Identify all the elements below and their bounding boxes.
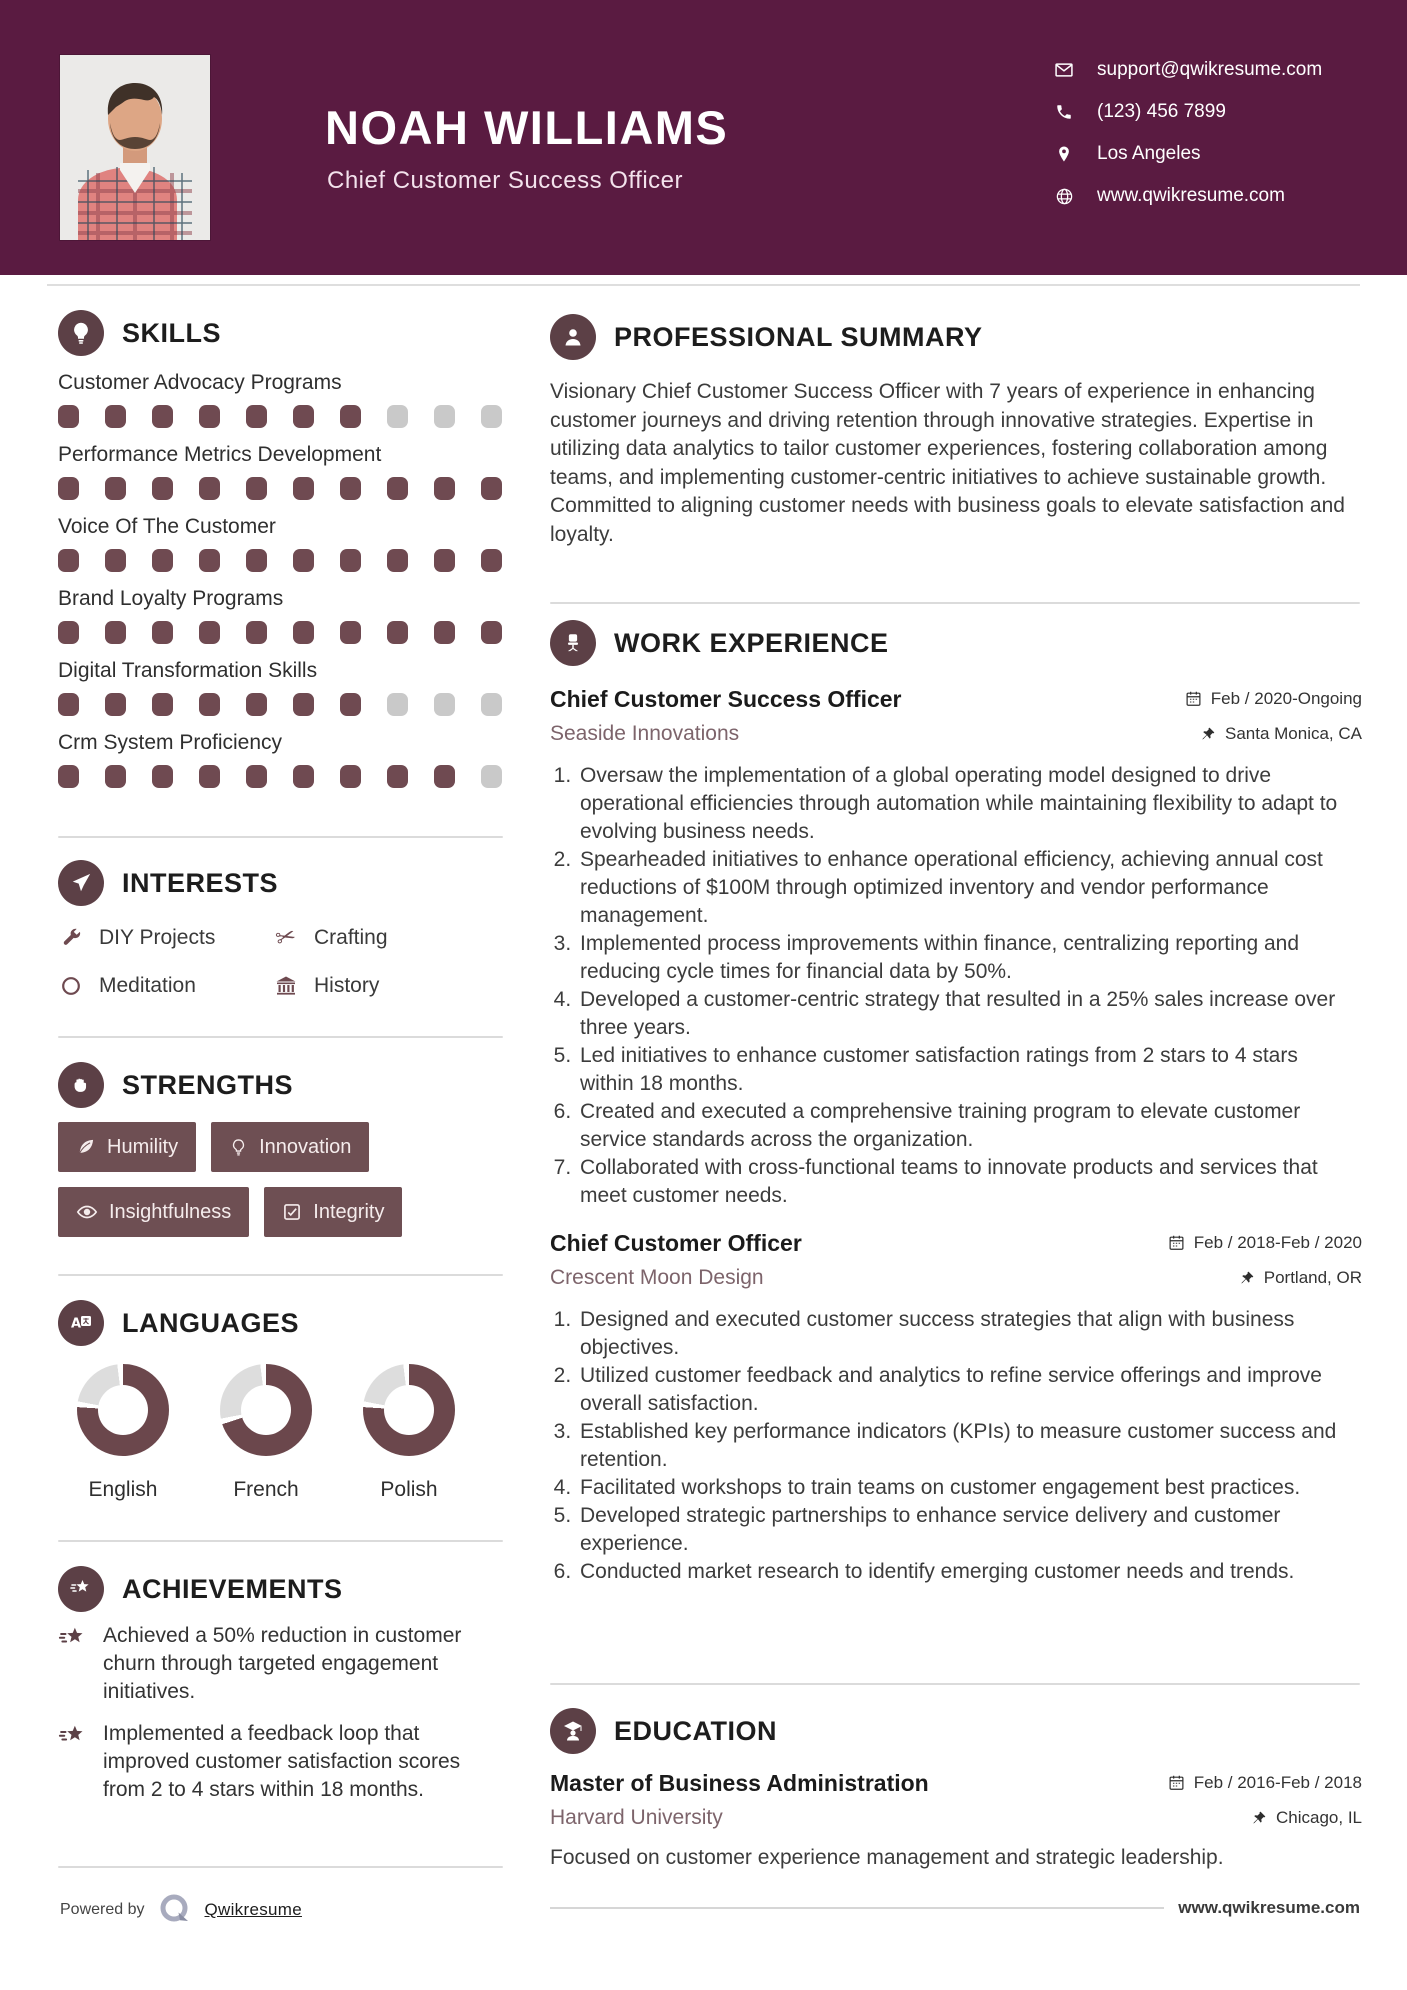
job-bullet: 2. Spearheaded initiatives to enhance operational efficiency, achieving annual cost reductions of $100M through optimized inventory and vendor performance management.: [577, 846, 1342, 930]
education-location: [1251, 1808, 1362, 1828]
job-bullet-list: [550, 762, 1342, 1210]
job-header-row: [550, 686, 1362, 713]
job-bullet: 4. Facilitated workshops to train teams on customer engagement best practices.: [577, 1474, 1342, 1502]
skill-dot: [152, 693, 173, 716]
skill-dot: [434, 621, 455, 644]
section-divider: [58, 1274, 503, 1276]
job-subheader-row: [550, 1266, 1362, 1290]
envelope-icon: [1053, 60, 1075, 80]
phone-icon: [1053, 103, 1075, 121]
skill-item: [58, 660, 505, 716]
strength-label: Humility: [107, 1135, 179, 1158]
education-dates-text: Feb / 2016-Feb / 2018: [1193, 1772, 1362, 1792]
skill-rating: [58, 477, 505, 500]
strength-label: Innovation: [259, 1135, 352, 1158]
job-location-text: Santa Monica, CA: [1224, 724, 1362, 743]
skill-dot: [246, 405, 267, 428]
pushpin-icon: [1200, 726, 1216, 742]
education-subheader-row: [550, 1806, 1362, 1830]
job-subheader-row: [550, 722, 1362, 746]
skill-item: [58, 588, 505, 644]
skill-dot: [387, 765, 408, 788]
achievement-item: [58, 1720, 505, 1804]
skill-rating: [58, 765, 505, 788]
language-donut-chart: [220, 1364, 312, 1456]
translate-icon: [58, 1300, 104, 1346]
strength-label: Insightfulness: [109, 1200, 232, 1223]
section-divider: [58, 836, 503, 838]
achievement-text: Achieved a 50% reduction in customer churn through targeted engagement initiatives.: [103, 1624, 462, 1703]
skill-dot: [387, 693, 408, 716]
skills-section: [58, 310, 505, 788]
skill-rating: [58, 549, 505, 572]
languages-section: [58, 1300, 505, 1502]
interest-item: [58, 974, 273, 998]
skill-dot: [293, 693, 314, 716]
skill-dot: [105, 765, 126, 788]
skill-dot: [434, 765, 455, 788]
job-dates: [1168, 1233, 1362, 1253]
person-job-title: Chief Customer Success Officer: [327, 167, 684, 194]
skill-label: Performance Metrics Development: [58, 443, 382, 466]
skill-dot: [152, 477, 173, 500]
skill-dot: [340, 621, 361, 644]
pushpin-icon: [1239, 1270, 1255, 1286]
strength-label: Integrity: [313, 1200, 385, 1223]
job-location-text: Portland, OR: [1263, 1268, 1362, 1287]
company-name: Seaside Innovations: [550, 722, 740, 745]
skill-dot: [58, 621, 79, 644]
paper-plane-icon: [58, 860, 104, 906]
skill-dot: [246, 693, 267, 716]
strength-tag: [58, 1122, 196, 1172]
contact-website: [1053, 182, 1322, 210]
skill-dot: [340, 477, 361, 500]
job-dates-text: Feb / 2020-Ongoing: [1210, 688, 1362, 708]
job-bullet: 2. Utilized customer feedback and analytics to refine service offerings and improve overall satisfaction.: [577, 1362, 1342, 1418]
job-entry: [550, 1230, 1362, 1586]
section-title: ACHIEVEMENTS: [122, 1573, 343, 1604]
footer-divider: [58, 1866, 503, 1868]
contact-email-text: support@qwikresume.com: [1097, 59, 1323, 80]
job-dates: [1185, 689, 1362, 709]
header-banner: [0, 0, 1407, 275]
eye-icon: [76, 1201, 98, 1223]
job-bullet: 1. Oversaw the implementation of a global operating model designed to drive operational efficiencies through automation while maintaining flexibility to adapt to evolving business needs.: [577, 762, 1342, 846]
qwikresume-link[interactable]: Qwikresume: [204, 1900, 302, 1919]
skill-dot: [340, 765, 361, 788]
contact-location: [1053, 140, 1322, 168]
header-divider: [47, 284, 1360, 286]
skill-dot: [293, 477, 314, 500]
skill-dot: [387, 405, 408, 428]
job-bullet: 4. Developed a customer-centric strategy that resulted in a 25% sales increase over three years.: [577, 986, 1342, 1042]
strength-tag: [58, 1187, 249, 1237]
skill-dot: [152, 405, 173, 428]
skill-label: Digital Transformation Skills: [58, 659, 318, 682]
skill-dot: [387, 621, 408, 644]
summary-text: Visionary Chief Customer Success Officer with 7 years of experience in enhancing customer journeys and driving retention through innovative strategies. Expertise in utilizing data analytics to tailor customer experiences, fostering collaboration among teams, and implementing customer-centric initiatives to achieve sustainable growth. Committed to aligning customer needs with business goals to elevate satisfaction and loyalty.: [550, 380, 1345, 546]
skill-dot: [199, 621, 220, 644]
interests-heading: [58, 860, 505, 906]
education-section: [550, 1708, 1362, 1870]
shooting-star-icon: [58, 1722, 88, 1804]
footer-line: [550, 1907, 1164, 1909]
interests-list: [58, 921, 505, 998]
education-heading: [550, 1708, 1362, 1754]
museum-icon: [273, 974, 299, 998]
skill-dot: [199, 549, 220, 572]
job-entry: [550, 686, 1362, 1210]
job-title: Chief Customer Success Officer: [550, 686, 902, 712]
interests-section: [58, 860, 505, 998]
skill-dot: [105, 693, 126, 716]
skill-dot: [293, 549, 314, 572]
job-title: Chief Customer Officer: [550, 1230, 802, 1256]
office-chair-icon: [550, 620, 596, 666]
calendar-icon: [1168, 1774, 1185, 1791]
section-title: LANGUAGES: [122, 1307, 300, 1338]
contact-block: [1053, 56, 1322, 210]
skill-dot: [246, 765, 267, 788]
strengths-section: [58, 1062, 505, 1237]
degree-title: Master of Business Administration: [550, 1770, 929, 1796]
skill-rating: [58, 405, 505, 428]
location-pin-icon: [1053, 145, 1075, 163]
skill-dot: [58, 549, 79, 572]
achievements-section: [58, 1566, 505, 1804]
interest-label: History: [314, 974, 380, 997]
language-donut-chart: [77, 1364, 169, 1456]
skill-label: Customer Advocacy Programs: [58, 371, 342, 394]
pushpin-icon: [1251, 1810, 1267, 1826]
skill-dot: [293, 405, 314, 428]
lightbulb-icon: [229, 1138, 248, 1157]
skill-dot: [434, 477, 455, 500]
section-title: STRENGTHS: [122, 1069, 294, 1100]
job-bullet: 1. Designed and executed customer success strategies that align with business objectives.: [577, 1306, 1342, 1362]
skill-dot: [58, 405, 79, 428]
skills-heading: [58, 310, 505, 356]
contact-location-text: Los Angeles: [1097, 143, 1201, 164]
job-bullet: 6. Created and executed a comprehensive training program to elevate customer service standards across the organization.: [577, 1098, 1342, 1154]
contact-website-text: www.qwikresume.com: [1097, 185, 1285, 206]
section-divider: [550, 602, 1360, 604]
job-location: [1239, 1268, 1362, 1288]
skill-item: [58, 516, 505, 572]
scissors-icon: ✂: [272, 921, 300, 954]
interest-item: [273, 974, 505, 998]
skill-dot: [105, 549, 126, 572]
skill-dot: [481, 405, 502, 428]
section-title: PROFESSIONAL SUMMARY: [614, 321, 983, 352]
education-location-text: Chicago, IL: [1276, 1808, 1362, 1827]
skill-dot: [387, 477, 408, 500]
section-divider: [58, 1036, 503, 1038]
skill-rating: [58, 621, 505, 644]
achievement-item: [58, 1622, 505, 1706]
person-name: NOAH WILLIAMS: [325, 101, 729, 154]
skill-dot: [481, 477, 502, 500]
experience-heading: [550, 620, 1362, 666]
job-bullet: 7. Collaborated with cross-functional teams to innovate products and services that meet customer needs.: [577, 1154, 1342, 1210]
skill-dot: [340, 549, 361, 572]
job-bullet: 3. Established key performance indicators (KPIs) to measure customer success and retention.: [577, 1418, 1342, 1474]
section-title: SKILLS: [122, 317, 222, 348]
language-label: Polish: [380, 1478, 438, 1501]
qwikresume-logo-icon: [157, 1892, 193, 1928]
interest-item: [58, 926, 273, 950]
skill-dot: [199, 477, 220, 500]
shooting-star-icon: [58, 1566, 104, 1612]
job-bullet: 5. Developed strategic partnerships to enhance service delivery and customer experience.: [577, 1502, 1342, 1558]
job-header-row: [550, 1230, 1362, 1257]
education-dates: [1168, 1773, 1362, 1793]
skill-dot: [387, 549, 408, 572]
skill-item: [58, 732, 505, 788]
skill-dot: [246, 549, 267, 572]
strength-tag: [211, 1122, 369, 1172]
strengths-list: [58, 1122, 503, 1237]
skill-dot: [434, 549, 455, 572]
circle-icon: [58, 975, 84, 997]
skill-item: [58, 444, 505, 500]
svg-text:A: A: [71, 1316, 82, 1332]
interest-label: Crafting: [314, 926, 388, 949]
footer-website: www.qwikresume.com: [1178, 1898, 1360, 1917]
section-title: EDUCATION: [614, 1715, 777, 1746]
interest-label: DIY Projects: [99, 926, 216, 949]
lightbulb-icon: [58, 310, 104, 356]
shooting-star-icon: [58, 1624, 88, 1706]
check-square-icon: [282, 1202, 302, 1222]
interest-label: Meditation: [99, 974, 196, 997]
skill-dot: [434, 405, 455, 428]
contact-email: [1053, 56, 1322, 84]
calendar-icon: [1168, 1234, 1185, 1251]
skill-dot: [152, 549, 173, 572]
globe-icon: [1053, 187, 1075, 206]
language-item: [201, 1364, 331, 1502]
graduate-icon: [550, 1708, 596, 1754]
section-title: WORK EXPERIENCE: [614, 627, 889, 658]
achievement-text: Implemented a feedback loop that improved customer satisfaction scores from 2 to 4 stars within 18 months.: [103, 1722, 461, 1801]
summary-heading: [550, 314, 1362, 360]
summary-section: [550, 314, 1362, 549]
skill-item: [58, 372, 505, 428]
skill-dot: [481, 549, 502, 572]
job-list: [550, 686, 1362, 1586]
powered-by: [60, 1890, 302, 1930]
section-divider: [58, 1540, 503, 1542]
contact-phone: [1053, 98, 1322, 126]
strengths-heading: [58, 1062, 505, 1108]
job-bullet: 6. Conducted market research to identify emerging customer needs and trends.: [577, 1558, 1342, 1586]
language-donut-chart: [363, 1364, 455, 1456]
person-icon: [550, 314, 596, 360]
skill-dot: [152, 621, 173, 644]
language-item: [58, 1364, 188, 1502]
skill-dot: [481, 765, 502, 788]
languages-list: [58, 1364, 505, 1502]
languages-heading: [58, 1300, 505, 1346]
experience-section: [550, 620, 1362, 1586]
job-location: [1200, 724, 1362, 744]
section-title: INTERESTS: [122, 867, 279, 898]
language-label: English: [88, 1478, 158, 1501]
skill-dot: [293, 765, 314, 788]
skill-dot: [481, 621, 502, 644]
profile-photo-image: [60, 55, 210, 240]
language-label: French: [233, 1478, 299, 1501]
skill-label: Brand Loyalty Programs: [58, 587, 284, 610]
contact-phone-text: (123) 456 7899: [1097, 101, 1226, 122]
achievements-list: [58, 1622, 505, 1804]
skill-dot: [434, 693, 455, 716]
skill-dot: [293, 621, 314, 644]
skill-dot: [58, 477, 79, 500]
achievements-heading: [58, 1566, 505, 1612]
skill-dot: [246, 621, 267, 644]
skill-dot: [199, 765, 220, 788]
skill-dot: [105, 405, 126, 428]
job-dates-text: Feb / 2018-Feb / 2020: [1193, 1232, 1362, 1252]
powered-by-label: Powered by: [60, 1901, 145, 1918]
footer-website-row: [550, 1898, 1360, 1918]
school-name: Harvard University: [550, 1806, 723, 1829]
profile-photo: [60, 55, 210, 240]
education-header-row: [550, 1770, 1362, 1797]
strength-tag: [264, 1187, 402, 1237]
skill-dot: [340, 405, 361, 428]
skill-label: Voice Of The Customer: [58, 515, 276, 538]
education-note: Focused on customer experience management and strategic leadership.: [550, 1846, 1224, 1869]
skill-dot: [340, 693, 361, 716]
skill-rating: [58, 693, 505, 716]
skill-dot: [58, 693, 79, 716]
skill-dot: [105, 621, 126, 644]
skill-dot: [58, 765, 79, 788]
company-name: Crescent Moon Design: [550, 1266, 764, 1289]
fist-icon: [58, 1062, 104, 1108]
job-bullet: 3. Implemented process improvements within finance, centralizing reporting and reducing cycle times for financial data by 50%.: [577, 930, 1342, 986]
job-bullet-list: [550, 1306, 1342, 1586]
skill-dot: [246, 477, 267, 500]
skill-dot: [199, 693, 220, 716]
skill-label: Crm System Proficiency: [58, 731, 283, 754]
skill-dot: [199, 405, 220, 428]
wrench-icon: [58, 927, 84, 949]
job-bullet: 5. Led initiatives to enhance customer satisfaction ratings from 2 stars to 4 stars within 18 months.: [577, 1042, 1342, 1098]
leaf-icon: [76, 1137, 96, 1157]
language-item: [344, 1364, 474, 1502]
skill-dot: [481, 693, 502, 716]
skill-dot: [105, 477, 126, 500]
skill-dot: [152, 765, 173, 788]
interest-item: [272, 921, 505, 954]
section-divider: [550, 1683, 1360, 1685]
calendar-icon: [1185, 690, 1202, 707]
